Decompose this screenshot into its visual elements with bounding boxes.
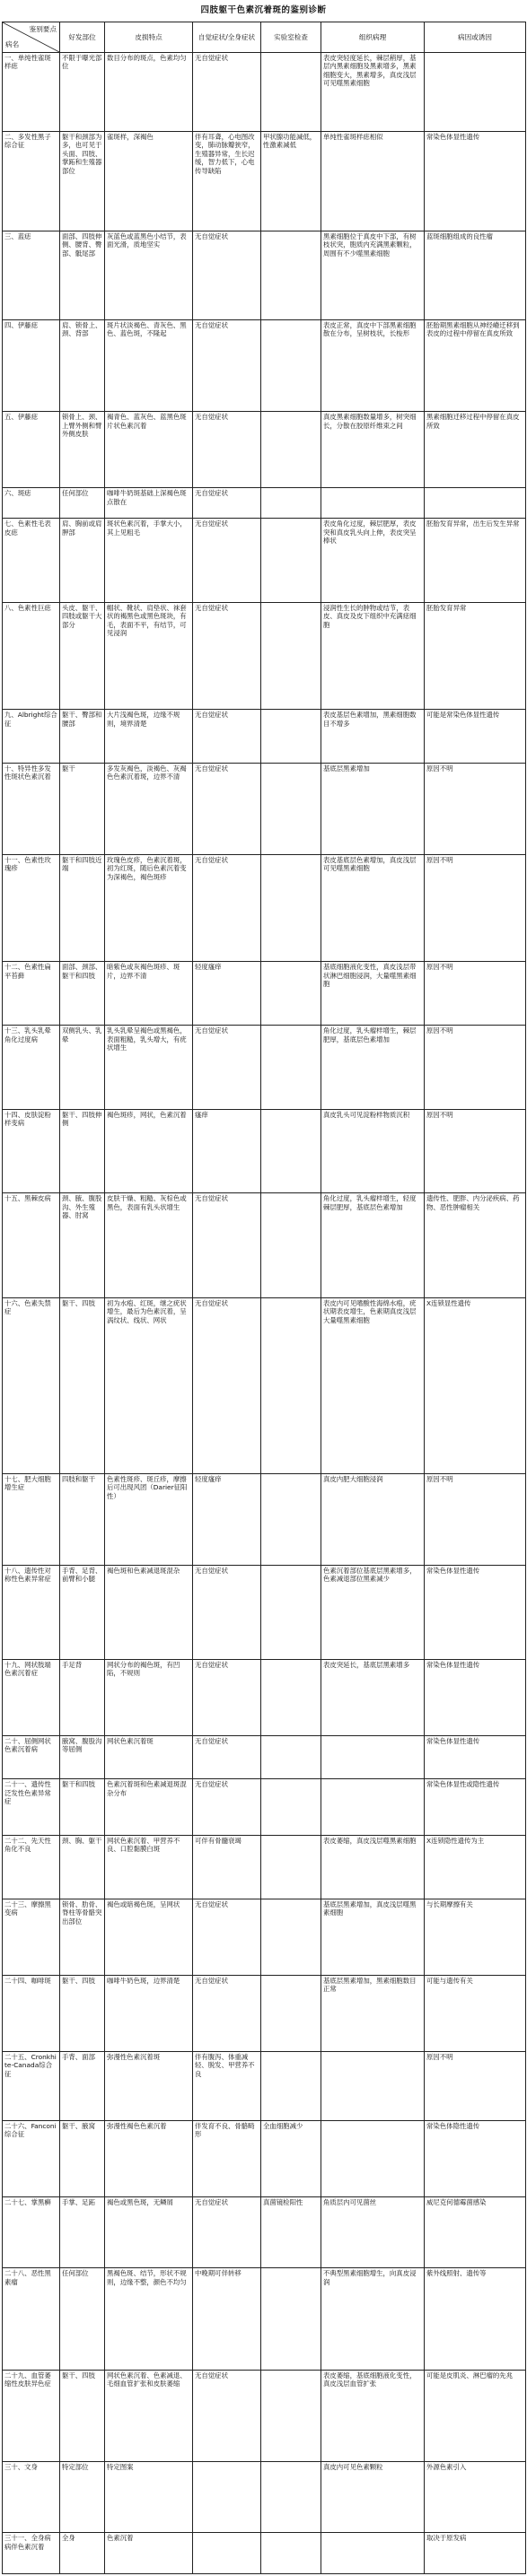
table-row	[3, 1659, 526, 1735]
table-row	[3, 131, 526, 231]
cause-cell: 常染色体显性遗传	[425, 1565, 526, 1659]
symptom-cell: 无自觉症状	[193, 710, 261, 764]
pathology-cell: 表皮角化过度，棘层肥厚，表皮突和真皮乳头向上伸，表皮突呈棒状	[321, 519, 425, 603]
pathology-cell: 浸润性生长的肿物或结节，表皮、真皮及皮下组织中充满痣细胞	[321, 603, 425, 710]
cause-cell: 取决于原发病	[425, 2533, 526, 2574]
symptom-cell: 无自觉症状	[193, 763, 261, 854]
symptom-cell: 轻度瘙痒	[193, 962, 261, 1026]
site-cell: 躯干、四肢	[60, 1975, 105, 2051]
pathology-cell: 基底细胞液化变性，真皮浅层带状淋巴细胞浸润，大量噬黑素细胞	[321, 962, 425, 1026]
cause-cell: 黑素细胞迁移过程中停留在真皮所致	[425, 412, 526, 488]
cause-cell: 蓝斑细胞组成的良性瘤	[425, 231, 526, 319]
table-row	[3, 519, 526, 603]
site-cell: 双侧乳头、乳晕	[60, 1026, 105, 1110]
table-row	[3, 1297, 526, 1473]
lesion-cell: 咖啡牛奶斑基础上深褐色斑点散在	[105, 488, 193, 519]
cause-cell	[425, 488, 526, 519]
cause-cell: 原因不明	[425, 854, 526, 961]
lab-cell	[261, 710, 321, 764]
lab-cell	[261, 1835, 321, 1899]
pathology-cell	[321, 2051, 425, 2120]
cause-cell: 可能与遗传有关	[425, 1975, 526, 2051]
table-body	[3, 53, 526, 2574]
table-row	[3, 2196, 526, 2267]
symptom-cell: 无自觉症状	[193, 53, 261, 132]
disease-name-cell: 十八、遗传性对称性色素异常症	[3, 1565, 60, 1659]
table-row	[3, 1026, 526, 1110]
disease-name-cell: 四、伊藤痣	[3, 320, 60, 412]
lesion-cell: 斑状色素沉着，手掌大小，其上见粗毛	[105, 519, 193, 603]
cause-cell: 外源色素引入	[425, 2461, 526, 2532]
cause-cell: 威尼克何德霉菌感染	[425, 2196, 526, 2267]
cause-cell: 紫外线照射、遗传等	[425, 2268, 526, 2371]
symptom-cell: 伴发育不良、骨骼畸形	[193, 2120, 261, 2196]
site-cell: 躯干、四肢	[60, 2370, 105, 2461]
table-row	[3, 2370, 526, 2461]
symptom-cell: 可伴有骨髓衰竭	[193, 1835, 261, 1899]
lesion-cell: 皮肤干燥、粗糙、灰棕色或黑色，表面有乳头状增生	[105, 1193, 193, 1297]
table-row	[3, 53, 526, 132]
page-title: 四肢躯干色素沉着斑的鉴别诊断	[200, 5, 327, 15]
pathology-cell: 真皮乳头可见淀粉样物质沉积	[321, 1109, 425, 1193]
disease-name-cell: 二十七、掌黑癣	[3, 2196, 60, 2267]
lesion-cell: 玫瑰色皮疹，色素沉着斑，初为红斑，随后色素沉着变为深褐色，褐色斑疹	[105, 854, 193, 961]
pathology-cell: 基底层黑素增加，黑素细胞数目正常	[321, 1975, 425, 2051]
site-cell: 面部、颈部、躯干和四肢	[60, 962, 105, 1026]
site-cell: 全身	[60, 2533, 105, 2574]
column-header-cause: 病因或诱因	[425, 22, 526, 53]
lesion-cell: 黑褐色斑、结节，形状不规则，边缘不整，颜色不均匀	[105, 2268, 193, 2371]
lab-cell	[261, 488, 321, 519]
disease-name-cell: 二十二、先天性角化不良	[3, 1835, 60, 1899]
column-header-pathology: 组织病理	[321, 22, 425, 53]
disease-name-cell: 十、特异性多发性斑状色素沉着	[3, 763, 60, 854]
pathology-cell: 基底层黑素增加	[321, 763, 425, 854]
symptom-cell: 无自觉症状	[193, 519, 261, 603]
lab-cell	[261, 1565, 321, 1659]
site-cell: 手背、足背、前臂和小腿	[60, 1565, 105, 1659]
symptom-cell: 瘙痒	[193, 1109, 261, 1193]
site-cell: 颈、胸、躯干	[60, 1835, 105, 1899]
disease-name-cell: 十二、色素性扁平苔藓	[3, 962, 60, 1026]
pathology-cell: 表皮萎缩，基底细胞液化变性，真皮浅层血管扩张	[321, 2370, 425, 2461]
lab-cell	[261, 1735, 321, 1778]
table-row	[3, 2461, 526, 2532]
site-cell: 任何部位	[60, 2268, 105, 2371]
disease-name-cell: 一、单纯性雀斑样痣	[3, 53, 60, 132]
lesion-cell: 网状色素沉着、甲营养不良、口腔黏膜白斑	[105, 1835, 193, 1899]
disease-name-cell: 十五、黑棘皮病	[3, 1193, 60, 1297]
pathology-cell: 真皮内可见色素颗粒	[321, 2461, 425, 2532]
lab-cell	[261, 962, 321, 1026]
lesion-cell: 特定图案	[105, 2461, 193, 2532]
table-row	[3, 1899, 526, 1975]
table-row	[3, 2268, 526, 2371]
site-cell: 头皮、躯干、四肢或躯干大部分	[60, 603, 105, 710]
site-cell: 躯干、四肢	[60, 1297, 105, 1473]
lesion-cell: 雀斑样，深褐色	[105, 131, 193, 231]
disease-name-cell: 二十三、摩擦黑变病	[3, 1899, 60, 1975]
symptom-cell: 无自觉症状	[193, 1193, 261, 1297]
pathology-cell: 角化过度，乳头瘤样增生，轻度棘层肥厚，基底层色素增加	[321, 1193, 425, 1297]
cause-cell: 常染色体隐性遗传	[425, 2120, 526, 2196]
lesion-cell: 初为水疱、红斑，继之疣状增生，最后为色素沉着，呈涡纹状、线状、网状	[105, 1297, 193, 1473]
cause-cell: X连锁隐性遗传为主	[425, 1835, 526, 1899]
disease-name-cell: 二十八、恶性黑素瘤	[3, 2268, 60, 2371]
table-row	[3, 2051, 526, 2120]
lesion-cell: 大片浅褐色斑，边缘不规则，境界清楚	[105, 710, 193, 764]
lab-cell: 真菌镜检阳性	[261, 2196, 321, 2267]
table-row	[3, 1193, 526, 1297]
cause-cell: 常染色体显性遗传	[425, 1735, 526, 1778]
symptom-cell	[193, 2533, 261, 2574]
lesion-cell: 褐青色、蓝灰色、蓝黑色斑片状色素沉着	[105, 412, 193, 488]
disease-name-cell: 二十、屈侧网状色素沉着病	[3, 1735, 60, 1778]
lab-cell	[261, 1473, 321, 1565]
lesion-cell: 色素沉着斑和色素减退斑混杂分布	[105, 1779, 193, 1835]
lab-cell	[261, 1109, 321, 1193]
table-row	[3, 1975, 526, 2051]
symptom-cell: 无自觉症状	[193, 1026, 261, 1110]
disease-name-cell: 二、多发性黑子综合征	[3, 131, 60, 231]
pathology-cell: 表皮萎缩，真皮浅层噬黑素细胞	[321, 1835, 425, 1899]
symptom-cell: 无自觉症状	[193, 854, 261, 961]
site-cell: 手掌、足跖	[60, 2196, 105, 2267]
lab-cell	[261, 854, 321, 961]
lab-cell: 全血细胞减少	[261, 2120, 321, 2196]
symptom-cell: 无自觉症状	[193, 1735, 261, 1778]
disease-name-cell: 七、色素性毛表皮痣	[3, 519, 60, 603]
site-cell: 手足背	[60, 1659, 105, 1735]
lab-cell	[261, 320, 321, 412]
lab-cell	[261, 231, 321, 319]
cause-cell: 原因不明	[425, 763, 526, 854]
cause-cell: 遗传性、肥胖、内分泌疾病、药物、恶性肿瘤相关	[425, 1193, 526, 1297]
table-row	[3, 1565, 526, 1659]
site-cell: 面部、四肢伸侧、腰背、臀部、骶尾部	[60, 231, 105, 319]
cause-cell: 原因不明	[425, 1473, 526, 1565]
lab-cell	[261, 1975, 321, 2051]
column-header-lab: 实验室检查	[261, 22, 321, 53]
cause-cell: 胚胎发育异常	[425, 603, 526, 710]
lab-cell	[261, 603, 321, 710]
lab-cell	[261, 2461, 321, 2532]
site-cell: 肩、锁骨上、颈、背部	[60, 320, 105, 412]
pathology-cell	[321, 1779, 425, 1835]
disease-name-cell: 二十六、Fanconi综合征	[3, 2120, 60, 2196]
symptom-cell: 伴有腹泻、体重减轻、脱发、甲营养不良	[193, 2051, 261, 2120]
lesion-cell: 褐色或暗褐色斑，呈网状	[105, 1899, 193, 1975]
lab-cell	[261, 53, 321, 132]
symptom-cell: 无自觉症状	[193, 1779, 261, 1835]
symptom-cell: 无自觉症状	[193, 2196, 261, 2267]
cause-cell: 原因不明	[425, 2051, 526, 2120]
symptom-cell: 无自觉症状	[193, 320, 261, 412]
lesion-cell: 网状色素沉着、色素减退、毛细血管扩张和皮肤萎缩	[105, 2370, 193, 2461]
table-row	[3, 1835, 526, 1899]
lab-cell	[261, 2370, 321, 2461]
lesion-cell: 网状色素沉着斑	[105, 1735, 193, 1778]
symptom-cell: 伴有耳聋，心电图改变，肺动脉瓣狭窄，生殖器异常，生长迟缓，智力低下，心电传导缺陷	[193, 131, 261, 231]
pathology-cell: 角质层内可见菌丝	[321, 2196, 425, 2267]
lab-cell	[261, 763, 321, 854]
pathology-cell: 角化过度，乳头瘤样增生，棘层肥厚，基底层色素增加	[321, 1026, 425, 1110]
table-row	[3, 962, 526, 1026]
lesion-cell: 帽状、靴状、肩垫状、袜套状的褐黑色或黑色斑块，有毛，表面不平，有结节，可见浸润	[105, 603, 193, 710]
differential-diagnosis-table	[2, 22, 526, 2574]
disease-name-cell: 十四、皮肤淀粉样变病	[3, 1109, 60, 1193]
corner-label-top: 鉴别要点	[29, 25, 57, 33]
lesion-cell: 斑片状淡褐色、青灰色、黑色、蓝色斑，不隆起	[105, 320, 193, 412]
cause-cell: 胚胎期黑素细胞从神经嵴迁移到表皮的过程中停留在真皮所致	[425, 320, 526, 412]
pathology-cell	[321, 488, 425, 519]
pathology-cell: 表皮正常，真皮中下部黑素细胞散在分布，呈树枝状，长梭形	[321, 320, 425, 412]
lesion-cell: 弥漫性褐色色素沉着	[105, 2120, 193, 2196]
pathology-cell: 真皮内肥大细胞浸润	[321, 1473, 425, 1565]
site-cell: 躯干、四肢伸侧	[60, 1109, 105, 1193]
site-cell: 特定部位	[60, 2461, 105, 2532]
pathology-cell: 不典型黑素细胞增生，向真皮浸润	[321, 2268, 425, 2371]
pathology-cell: 表皮突轻度延长，棘层稍厚，基层内黑素细胞及黑素增多，黑素细胞变大，黑素增多，真皮浅层可见噬黑素细胞	[321, 53, 425, 132]
lesion-cell: 弥漫性色素沉着斑	[105, 2051, 193, 2120]
lesion-cell: 色素性斑疹、斑丘疹，摩擦后可出现风团（Darier征阳性）	[105, 1473, 193, 1565]
pathology-cell	[321, 2533, 425, 2574]
disease-name-cell: 十三、乳头乳晕角化过度病	[3, 1026, 60, 1110]
table-row	[3, 1779, 526, 1835]
lab-cell	[261, 1193, 321, 1297]
lab-cell	[261, 519, 321, 603]
lab-cell	[261, 1297, 321, 1473]
site-cell: 躯干和四肢近端	[60, 854, 105, 961]
lab-cell	[261, 2051, 321, 2120]
pathology-cell: 表皮突延长，基底层黑素增多	[321, 1659, 425, 1735]
table-row	[3, 2533, 526, 2574]
lesion-cell: 咖啡牛奶色斑，边界清楚	[105, 1975, 193, 2051]
lesion-cell: 网状分布的褐色斑，有凹陷，不规则	[105, 1659, 193, 1735]
pathology-cell: 真皮黑素细胞数量增多，树突细长，分散在胶原纤维束之间	[321, 412, 425, 488]
column-header-lesion: 皮损特点	[105, 22, 193, 53]
pathology-cell: 单纯性雀斑样痣相似	[321, 131, 425, 231]
table-row	[3, 1735, 526, 1778]
lab-cell	[261, 412, 321, 488]
disease-name-cell: 九、Albright综合征	[3, 710, 60, 764]
lesion-cell: 褐色斑和色素减退斑混杂	[105, 1565, 193, 1659]
symptom-cell: 无自觉症状	[193, 412, 261, 488]
table-row	[3, 488, 526, 519]
lesion-cell: 暗紫色或灰褐色斑疹、斑片，边界不清	[105, 962, 193, 1026]
disease-name-cell: 二十四、咖啡斑	[3, 1975, 60, 2051]
lesion-cell: 乳头乳晕呈褐色或黑褐色，表面粗糙，乳头增大，有疣状增生	[105, 1026, 193, 1110]
column-header-site: 好发部位	[60, 22, 105, 53]
site-cell: 躯干、腋窝	[60, 2120, 105, 2196]
disease-name-cell: 十六、色素失禁症	[3, 1297, 60, 1473]
site-cell: 腋窝、腹股沟等屈侧	[60, 1735, 105, 1778]
disease-name-cell: 二十九、血管萎缩性皮肤异色症	[3, 2370, 60, 2461]
disease-name-cell: 二十五、Cronkhite-Canada综合征	[3, 2051, 60, 2120]
table-row	[3, 710, 526, 764]
lesion-cell: 色素沉着	[105, 2533, 193, 2574]
symptom-cell: 无自觉症状	[193, 488, 261, 519]
site-cell: 锁骨、肋骨、脊柱等骨骼突出部位	[60, 1899, 105, 1975]
table-row	[3, 320, 526, 412]
disease-name-cell: 三十一、全身病病伴色素沉着	[3, 2533, 60, 2574]
lesion-cell: 灰蓝色或蓝黑色小结节，表面光滑，质地坚实	[105, 231, 193, 319]
table-row	[3, 1473, 526, 1565]
site-cell: 任何部位	[60, 488, 105, 519]
symptom-cell: 轻度瘙痒	[193, 1473, 261, 1565]
disease-name-cell: 二十一、遗传性泛发性色素异常症	[3, 1779, 60, 1835]
symptom-cell: 无自觉症状	[193, 2370, 261, 2461]
lab-cell	[261, 1026, 321, 1110]
cause-cell: 常染色体显性或隐性遗传	[425, 1779, 526, 1835]
column-header-symptom: 自觉症状/全身症状	[193, 22, 261, 53]
site-cell: 四肢和躯干	[60, 1473, 105, 1565]
pathology-cell: 表皮基层色素增加，黑素细胞数目不增多	[321, 710, 425, 764]
cause-cell: 原因不明	[425, 1026, 526, 1110]
lab-cell	[261, 1659, 321, 1735]
disease-name-cell: 十一、色素性玫瑰疹	[3, 854, 60, 961]
cause-cell: 原因不明	[425, 1109, 526, 1193]
table-row	[3, 1109, 526, 1193]
disease-name-cell: 三、蓝痣	[3, 231, 60, 319]
lab-cell: 甲状腺功能减低，性激素减低	[261, 131, 321, 231]
site-cell: 手背、面部	[60, 2051, 105, 2120]
lab-cell	[261, 1899, 321, 1975]
lesion-cell: 多发灰褐色，淡褐色、灰褐色色素沉着斑，边界不清	[105, 763, 193, 854]
table-row	[3, 603, 526, 710]
lab-cell	[261, 2268, 321, 2371]
symptom-cell: 无自觉症状	[193, 1659, 261, 1735]
header-row	[3, 22, 526, 53]
site-cell: 肩、胸前或肩胛部	[60, 519, 105, 603]
corner-label-bottom: 病名	[5, 40, 20, 49]
site-cell: 躯干、臀部和腰部	[60, 710, 105, 764]
site-cell: 不限于曝光部位	[60, 53, 105, 132]
site-cell: 颈、腋、腹股沟、外生殖器、肘窝	[60, 1193, 105, 1297]
cause-cell: 可能是常染色体显性遗传	[425, 710, 526, 764]
site-cell: 躯干和颈部为多，也可见于头面、四肢、掌跖和生殖器部位	[60, 131, 105, 231]
disease-name-cell: 八、色素性巨痣	[3, 603, 60, 710]
pathology-cell: 表皮内可见嗜酸性海绵水疱，疣状期表皮增生，色素期真皮浅层大量噬黑素细胞	[321, 1297, 425, 1473]
pathology-cell	[321, 1735, 425, 1778]
symptom-cell: 无自觉症状	[193, 1899, 261, 1975]
table-row	[3, 412, 526, 488]
header-corner-cell	[3, 22, 60, 53]
cause-cell	[425, 53, 526, 132]
symptom-cell: 中晚期可伴转移	[193, 2268, 261, 2371]
disease-name-cell: 五、伊藤痣	[3, 412, 60, 488]
site-cell: 锁骨上、颈、上臂外侧和臂外侧皮肤	[60, 412, 105, 488]
pathology-cell: 色素沉着部位基底层黑素增多，色素减退部位黑素减少	[321, 1565, 425, 1659]
disease-name-cell: 三十、文身	[3, 2461, 60, 2532]
table-row	[3, 231, 526, 319]
lesion-cell: 褐色斑疹，网状，色素沉着	[105, 1109, 193, 1193]
symptom-cell: 无自觉症状	[193, 1297, 261, 1473]
lab-cell	[261, 1779, 321, 1835]
symptom-cell: 无自觉症状	[193, 603, 261, 710]
pathology-cell	[321, 2120, 425, 2196]
cause-cell: 常染色体显性遗传	[425, 131, 526, 231]
symptom-cell: 无自觉症状	[193, 1975, 261, 2051]
cause-cell: X连锁显性遗传	[425, 1297, 526, 1473]
cause-cell: 与长期摩擦有关	[425, 1899, 526, 1975]
table-row	[3, 2120, 526, 2196]
lab-cell	[261, 2533, 321, 2574]
cause-cell: 胚胎发育异常，出生后发生异常	[425, 519, 526, 603]
cause-cell: 可能是皮肌炎、淋巴瘤的先兆	[425, 2370, 526, 2461]
disease-name-cell: 十七、肥大细胞增生症	[3, 1473, 60, 1565]
lesion-cell: 褐色或黑色斑，无鳞屑	[105, 2196, 193, 2267]
disease-name-cell: 六、斑痣	[3, 488, 60, 519]
pathology-cell: 表皮基底层色素增加，真皮浅层可见噬黑素细胞	[321, 854, 425, 961]
table-row	[3, 763, 526, 854]
site-cell: 躯干和四肢	[60, 1779, 105, 1835]
lesion-cell: 数目分布的斑点，色素均匀	[105, 53, 193, 132]
table-row	[3, 854, 526, 961]
site-cell: 躯干	[60, 763, 105, 854]
cause-cell: 原因不明	[425, 962, 526, 1026]
pathology-cell: 基底层黑素增加，真皮浅层噬黑素细胞	[321, 1899, 425, 1975]
symptom-cell: 无自觉症状	[193, 1565, 261, 1659]
symptom-cell	[193, 2461, 261, 2532]
cause-cell: 常染色体显性遗传	[425, 1659, 526, 1735]
pathology-cell: 黑素细胞位于真皮中下部，有树枝状突，胞质内充满黑素颗粒，周围有不少噬黑素细胞	[321, 231, 425, 319]
symptom-cell: 无自觉症状	[193, 231, 261, 319]
disease-name-cell: 十九、网状肢端色素沉着症	[3, 1659, 60, 1735]
